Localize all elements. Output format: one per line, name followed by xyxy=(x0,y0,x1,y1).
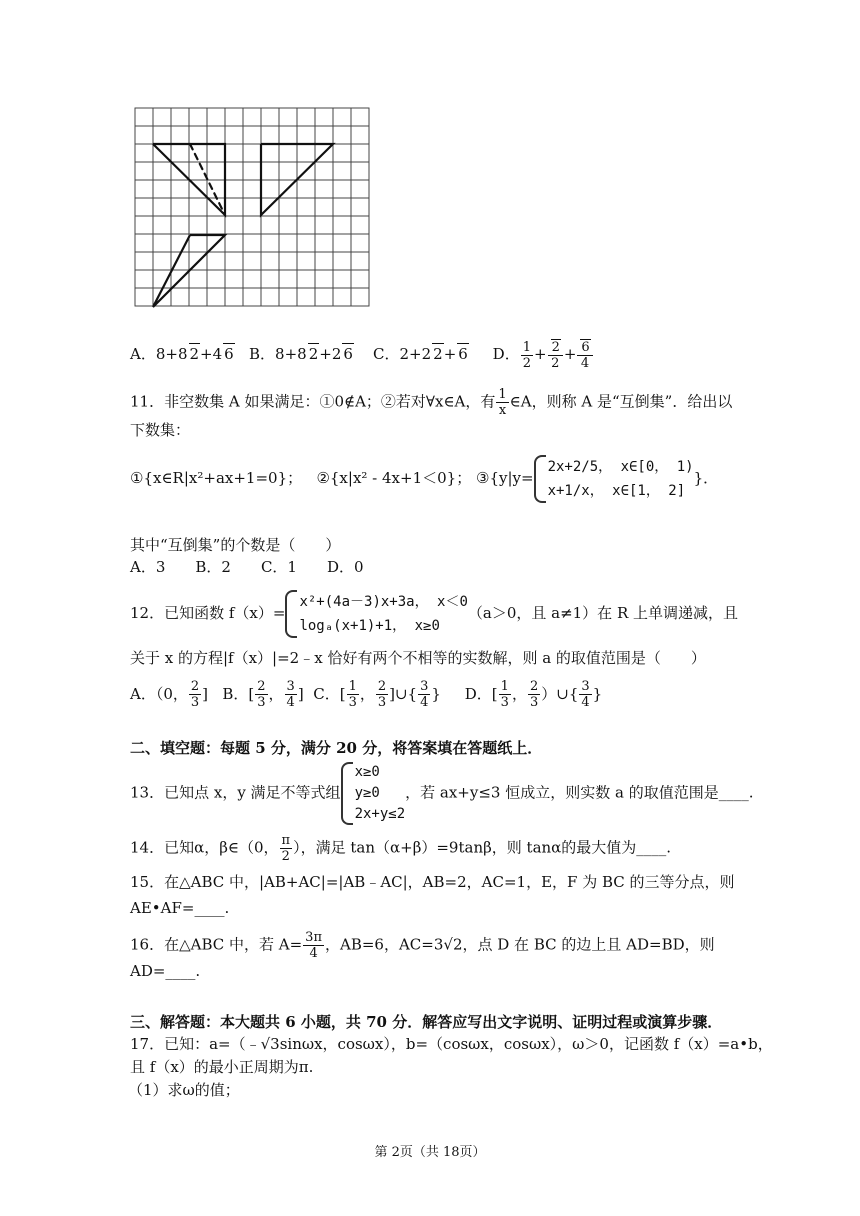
q12-line1 xyxy=(130,590,738,638)
q11-set-1: ①{x∈R|x²+ax+1=0}； xyxy=(130,469,303,487)
q11-set-3-cases xyxy=(534,455,694,503)
q16-line1 xyxy=(130,930,715,961)
q16-line2: AD=____. xyxy=(130,962,201,980)
q12-case-1: x²+(4a－3)x+3a， x＜0 xyxy=(299,594,468,610)
q12-option-b: B．[ $\frac{2}{3}$ ， $\frac{3}{4}$ ] xyxy=(222,679,304,710)
q17-line1: 17．已知：a=（﹣√3sinωx，cosωx），b=（cosωx，cosωx），ω＞0，记函数 f（x）=a•b， xyxy=(130,1035,773,1053)
q14-line xyxy=(130,833,671,864)
q14-suffix: ），满足 tan（α+β）=9tanβ，则 tanα的最大值为____. xyxy=(293,838,672,857)
q13-prefix: 13．已知点 x，y 满足不等式组 xyxy=(130,783,341,802)
q11-sets-row xyxy=(130,455,718,503)
q11-set-3-prefix: ③{y|y= xyxy=(476,469,534,487)
q17-line3: （1）求ω的值； xyxy=(128,1081,240,1099)
q10-option-d: D． $\frac{1}{2}$ + $\frac{2}{2}$ + $\frac{6}{4}$ xyxy=(493,345,594,363)
q11-frac-num: 1 xyxy=(498,387,507,402)
q13-cases xyxy=(341,762,406,825)
q11-question: 其中“互倒集”的个数是（ ） xyxy=(130,536,341,554)
q10-option-a: A．8+8 2+4 6 xyxy=(130,345,234,363)
q10-option-c: C．2+2 2+ 6 xyxy=(373,345,468,363)
q13-case-3: 2x+y≤2 xyxy=(354,806,406,822)
q12-option-c: C．[ $\frac{1}{3}$ ， $\frac{2}{3}$ ]∪{ $\frac{3}{4}$ } xyxy=(313,679,441,710)
section-3-title: 三、解答题：本大题共 6 小题，共 70 分．解答应写出文字说明、证明过程或演算步骤． xyxy=(130,1013,723,1031)
q13-case-2: y≥0 xyxy=(354,785,380,801)
q16-suffix: ，AB=6，AC=3√2，点 D 在 BC 的边上且 AD=BD，则 xyxy=(325,935,715,954)
q12-line2: 关于 x 的方程|f（x）|=2﹣x 恰好有两个不相等的实数解，则 a 的取值范围是（ ） xyxy=(130,649,706,667)
q13-suffix: ，若 ax+y≤3 恒成立，则实数 a 的取值范围是____. xyxy=(405,783,754,802)
q11-set-3-case-1: 2x+2/5， x∈[0， 1) xyxy=(547,459,694,475)
q13-line xyxy=(130,762,753,825)
q12-cases xyxy=(285,590,467,638)
q12-suffix: （a＞0，且 a≠1）在 R 上单调递减，且 xyxy=(467,604,739,622)
q10-options-row xyxy=(130,339,594,371)
q14-prefix: 14．已知α，β∈（0， xyxy=(130,838,279,857)
q11-options: A．3 B．2 C．1 D．0 xyxy=(130,558,364,576)
q16-prefix: 16．在△ABC 中，若 A= xyxy=(130,935,303,954)
q15-line2: AE•AF=____. xyxy=(130,899,230,917)
q11-set-3-suffix: }． xyxy=(693,469,719,487)
q13-case-1: x≥0 xyxy=(354,764,380,780)
section-2-title: 二、填空题：每题 5 分，满分 20 分，将答案填在答题纸上． xyxy=(130,739,543,757)
q17-line2: 且 f（x）的最小正周期为π. xyxy=(130,1058,314,1076)
q12-option-d: D．[ $\frac{1}{3}$ ， $\frac{2}{3}$ ）∪{ $\frac{3}{4}$ } xyxy=(464,679,603,710)
three-view-grid-figure xyxy=(0,0,860,340)
q11-set-3-case-2: x+1/x， x∈[1， 2] xyxy=(547,483,686,499)
q11-line2: 下数集： xyxy=(130,421,191,439)
q16-frac-den: 4 xyxy=(309,946,318,961)
q11-line1 xyxy=(130,387,732,418)
q10-option-b: B．8+8 2+2 6 xyxy=(249,345,353,363)
q12-case-2: logₐ(x+1)+1， x≥0 xyxy=(299,618,440,634)
q11-text-a: 11．非空数集 A 如果满足：①0∉A；②若对∀x∈A，有 xyxy=(130,392,496,411)
page-footer: 第 2页（共 18页） xyxy=(374,1145,486,1160)
q15-line1: 15．在△ABC 中，|AB+AC|=|AB﹣AC|，AB=2，AC=1，E，F 为 BC 的三等分点，则 xyxy=(130,873,735,891)
q11-frac-den: x xyxy=(498,403,507,418)
q14-frac-num: π xyxy=(281,833,291,848)
q11-text-b: ∈A，则称 A 是“互倒集”．给出以 xyxy=(509,392,733,411)
q14-frac-den: 2 xyxy=(281,849,290,864)
q16-frac-num: 3π xyxy=(305,930,322,945)
q11-set-2: ②{x|x² - 4x+1＜0}； xyxy=(316,469,472,487)
q12-prefix: 12．已知函数 f（x）= xyxy=(130,604,286,622)
q12-options xyxy=(130,679,602,710)
q12-option-a: A．（0， $\frac{2}{3}$ ] xyxy=(130,679,209,710)
